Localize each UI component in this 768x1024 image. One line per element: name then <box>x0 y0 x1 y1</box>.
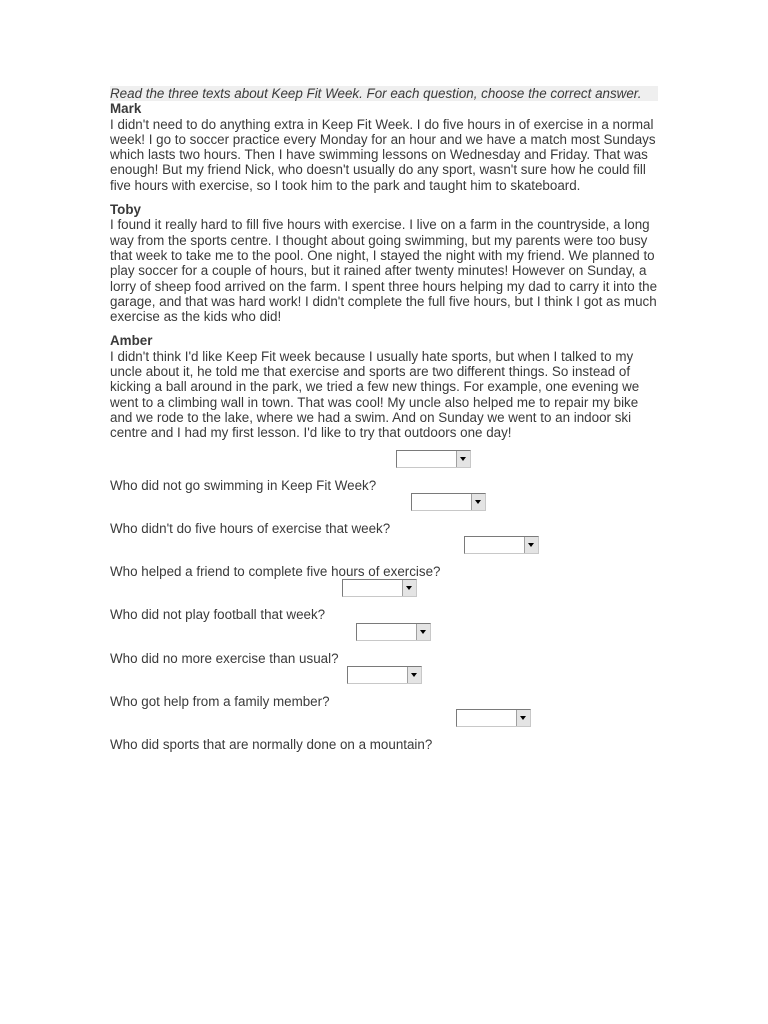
reading-exercise <box>110 86 658 753</box>
answer-dropdown-2[interactable] <box>411 493 486 511</box>
question-text: Who did no more exercise than usual? <box>110 650 339 666</box>
question-text: Who got help from a family member? <box>110 694 330 710</box>
question-7 <box>110 709 658 752</box>
text-body: I didn't think I'd like Keep Fit week because I usually hate sports, but when I talked to my uncle about it, he told me that exercise and sports are two different things. So instead of kicking a ball around in the park, we tried a few new things. For example, one evening we went to a climbing wall in town. That was cool! My uncle also helped me to repair my bike and we rode to the lake, where we had a swim. And on Sunday we went to an indoor ski centre and I had my first lesson. I'd like to try that outdoors one day! <box>110 348 640 441</box>
question-text: Who did sports that are normally done on a mountain? <box>110 737 433 753</box>
instructions: Read the three texts about Keep Fit Week. For each question, choose the correct answer. <box>110 86 658 101</box>
question-6 <box>110 666 658 709</box>
text-name: Amber <box>110 333 153 349</box>
chevron-down-icon[interactable] <box>456 451 470 467</box>
text-toby <box>110 202 658 324</box>
text-name: Toby <box>110 202 141 218</box>
question-2 <box>110 493 658 536</box>
chevron-down-icon[interactable] <box>471 494 485 510</box>
question-text: Who did not go swimming in Keep Fit Week? <box>110 477 377 493</box>
answer-dropdown-5[interactable] <box>356 623 431 641</box>
chevron-down-icon[interactable] <box>516 710 530 726</box>
answer-dropdown-7[interactable] <box>456 709 531 727</box>
chevron-down-icon[interactable] <box>416 624 430 640</box>
question-text: Who helped a friend to complete five hours of exercise? <box>110 564 441 580</box>
chevron-down-icon[interactable] <box>407 667 421 683</box>
answer-dropdown-1[interactable] <box>396 450 471 468</box>
text-body: I didn't need to do anything extra in Keep Fit Week. I do five hours in of exercise in a normal week! I go to soccer practice every Monday for an hour and we have a match most Sundays which lasts two hours. Then I have swimming lessons on Wednesday and Friday. That was enough! But my friend Nick, who doesn't usually do any sport, wasn't sure how he could fill five hours with exercise, so I took him to the park and taught him to skateboard. <box>110 116 656 193</box>
chevron-down-icon[interactable] <box>402 580 416 596</box>
question-5 <box>110 623 658 666</box>
question-list <box>110 450 658 753</box>
text-amber <box>110 333 658 440</box>
question-1 <box>110 450 658 493</box>
text-name: Mark <box>110 101 142 117</box>
text-body: I found it really hard to fill five hours with exercise. I live on a farm in the countryside, a long way from the sports centre. I thought about going swimming, but my parents were too busy that week to take me to the pool. One night, I stayed the night with my friend. We planned to play soccer for a couple of hours, but it rained after twenty minutes! However on Sunday, a lorry of sheep food arrived on the farm. I spent three hours helping my dad to carry it into the garage, and that was hard work! I didn't complete the full five hours, but I think I got as much exercise as the kids who did! <box>110 217 658 325</box>
answer-dropdown-3[interactable] <box>464 536 539 554</box>
text-mark <box>110 101 658 193</box>
question-text: Who didn't do five hours of exercise that week? <box>110 520 391 536</box>
chevron-down-icon[interactable] <box>524 537 538 553</box>
question-4 <box>110 579 658 622</box>
question-3 <box>110 536 658 579</box>
question-text: Who did not play football that week? <box>110 607 326 623</box>
answer-dropdown-4[interactable] <box>342 579 417 597</box>
answer-dropdown-6[interactable] <box>347 666 422 684</box>
